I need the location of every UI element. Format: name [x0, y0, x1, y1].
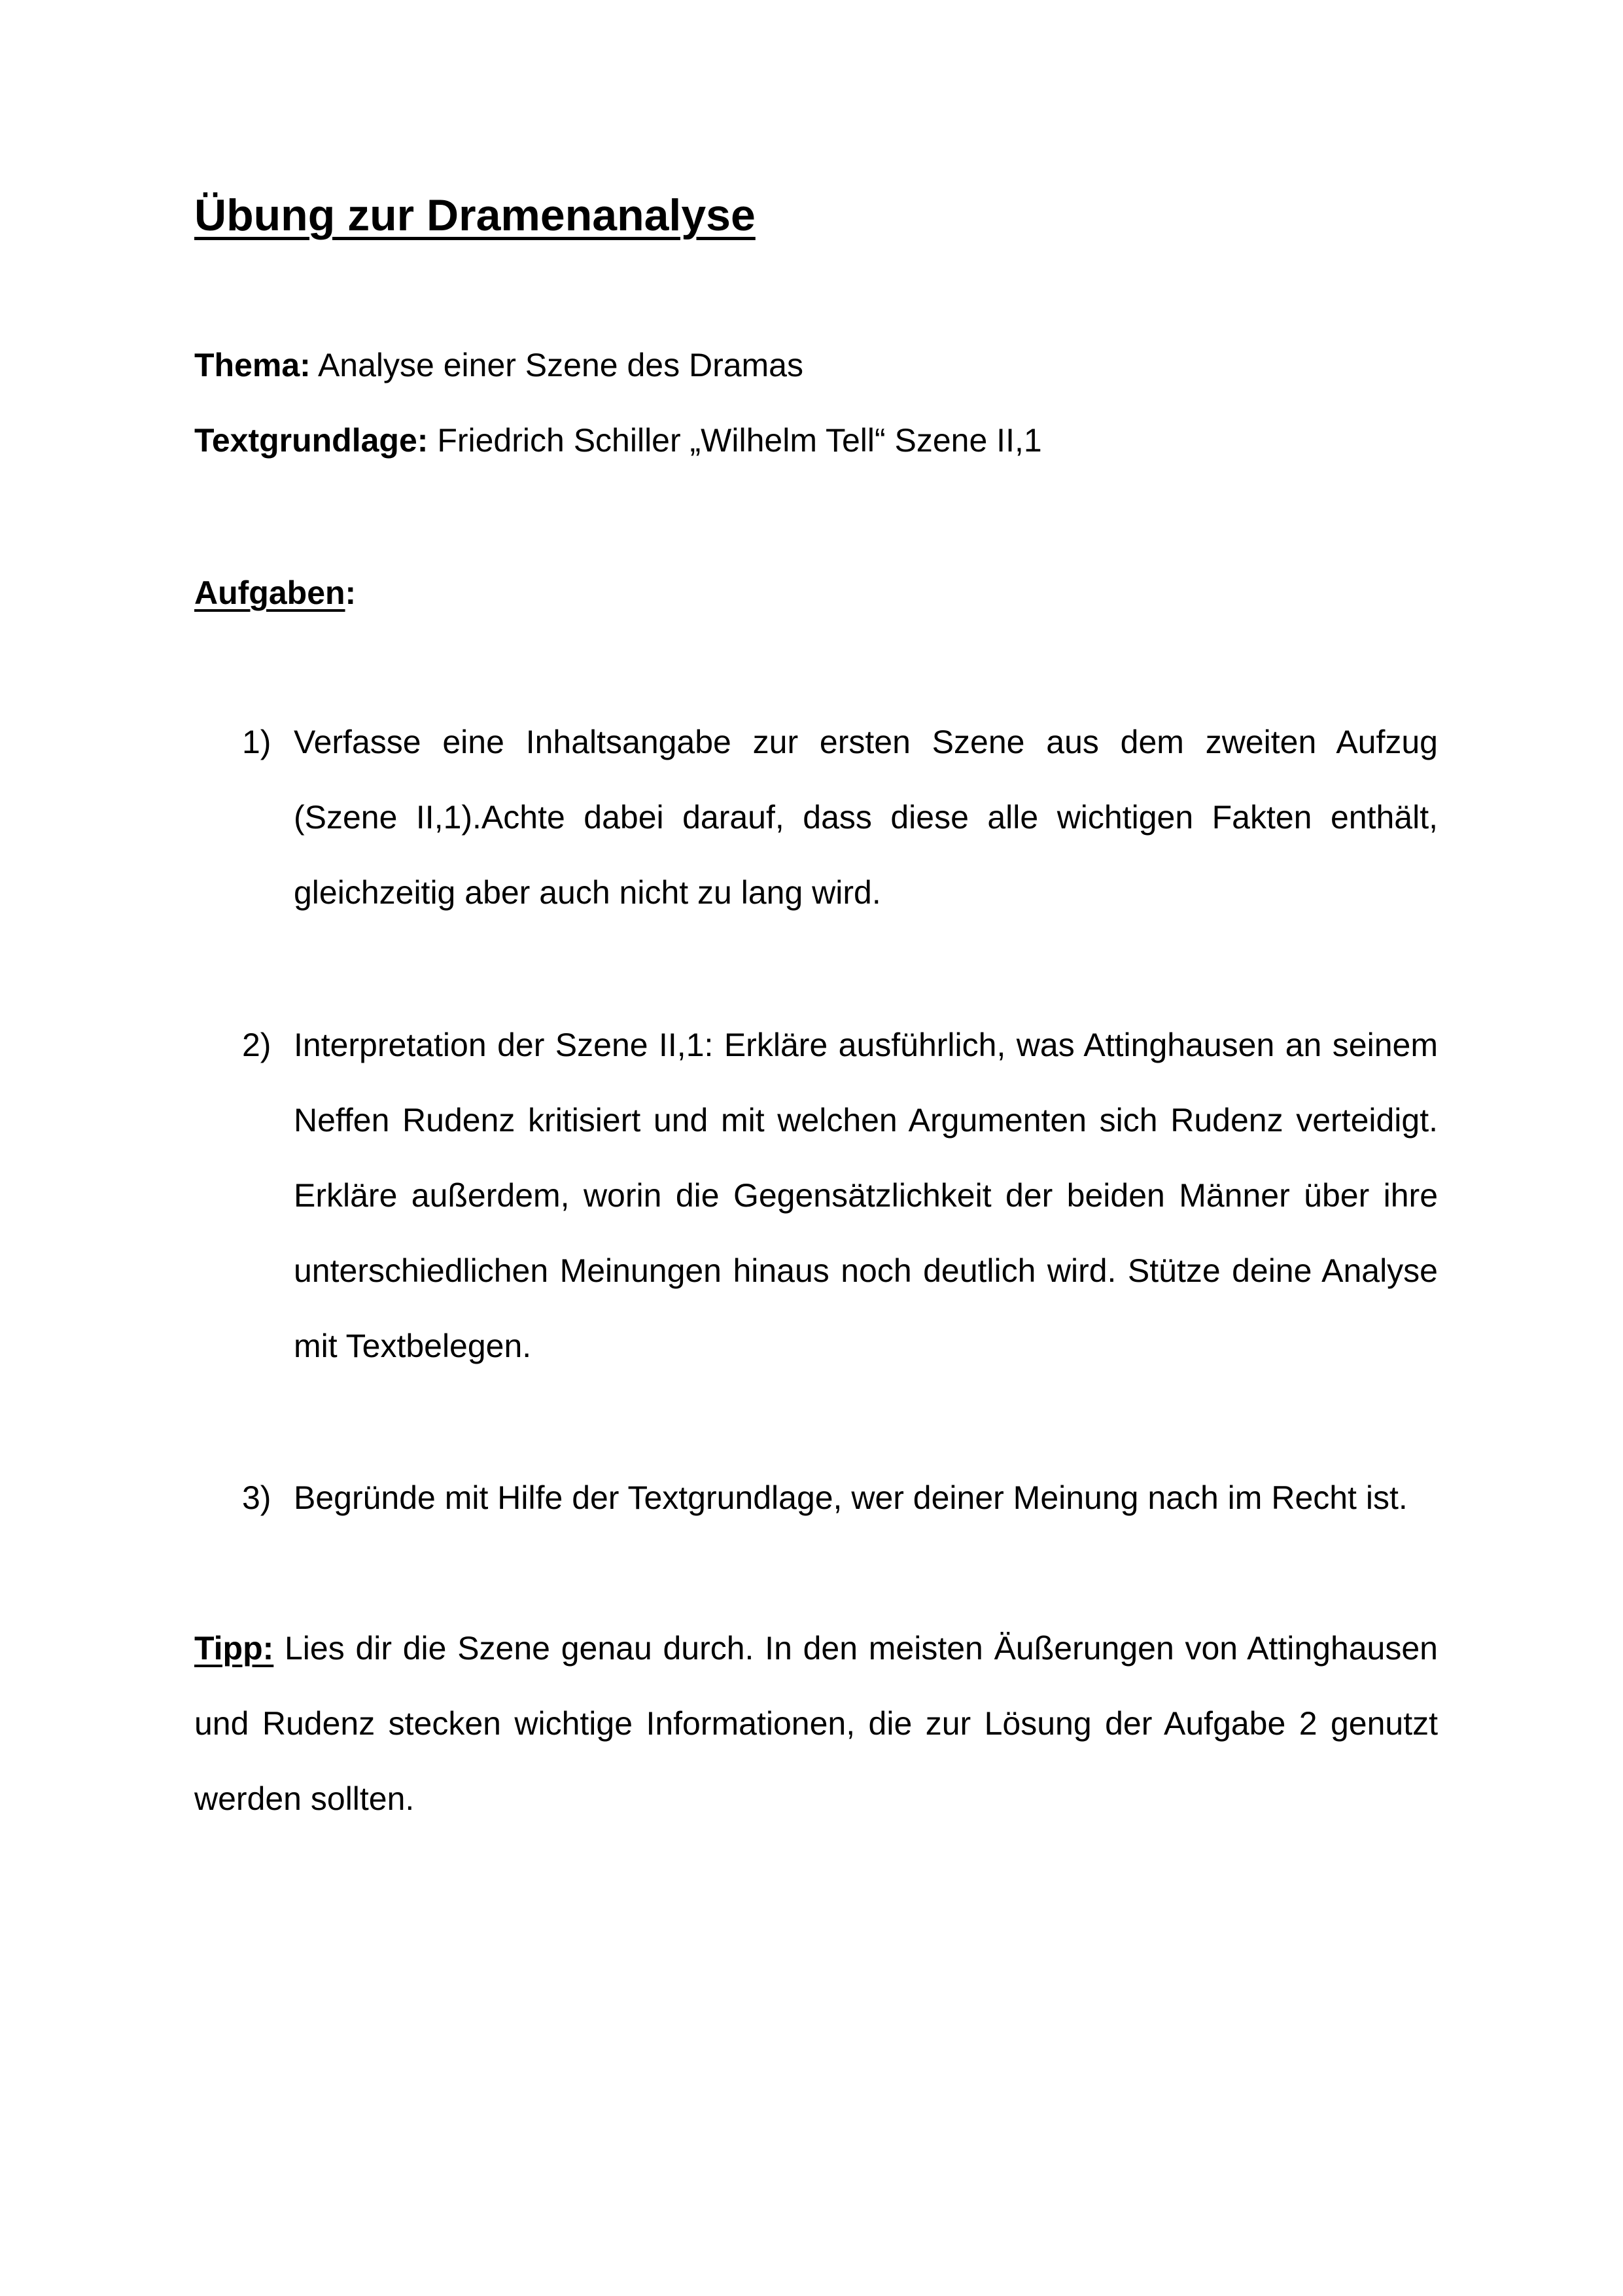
task-item [242, 705, 1438, 930]
task-text: Verfasse eine Inhaltsangabe zur ersten Szene aus dem zweiten Aufzug (Szene II,1).Achte dabei darauf, dass diese alle wichtigen Fakten enthält, gleichzeitig aber auch nicht zu lang wird. [294, 724, 1438, 911]
text-basis-label: Textgrundlage: [194, 422, 428, 459]
tasks-heading-label: Aufgaben [194, 574, 345, 611]
task-text: Interpretation der Szene II,1: Erkläre ausführlich, was Attinghausen an seinem Neffen Rudenz kritisiert und mit welchen Argumenten sich Rudenz verteidigt. Erkläre außerdem, worin die Gegensätzlichkeit der beiden Männer über ihre unterschiedlichen Meinungen hinaus noch deutlich wird. Stütze deine Analyse mit Textbelegen. [294, 1027, 1438, 1364]
task-item [242, 1460, 1438, 1536]
tasks-heading [194, 573, 356, 612]
text-basis-line [194, 421, 1042, 460]
page-title: Übung zur Dramenanalyse [194, 190, 756, 240]
task-number: 2) [242, 1027, 271, 1063]
topic-line [194, 345, 803, 385]
tip-paragraph [194, 1611, 1438, 1837]
tasks-heading-colon: : [345, 574, 357, 611]
tip-label: Tipp: [194, 1630, 274, 1667]
topic-label: Thema: [194, 347, 311, 383]
task-number: 3) [242, 1479, 271, 1516]
topic-value: Analyse einer Szene des Dramas [317, 347, 803, 383]
tip-text: Lies dir die Szene genau durch. In den meisten Äußerungen von Attinghausen und Rudenz stecken wichtige Informationen, die zur Lösung der Aufgabe 2 genutzt werden sollten. [194, 1630, 1438, 1817]
task-text: Begründe mit Hilfe der Textgrundlage, wer deiner Meinung nach im Recht ist. [294, 1479, 1408, 1516]
text-basis-value: Friedrich Schiller „Wilhelm Tell“ Szene II,1 [437, 422, 1042, 459]
task-number: 1) [242, 724, 271, 760]
task-item [242, 1008, 1438, 1384]
